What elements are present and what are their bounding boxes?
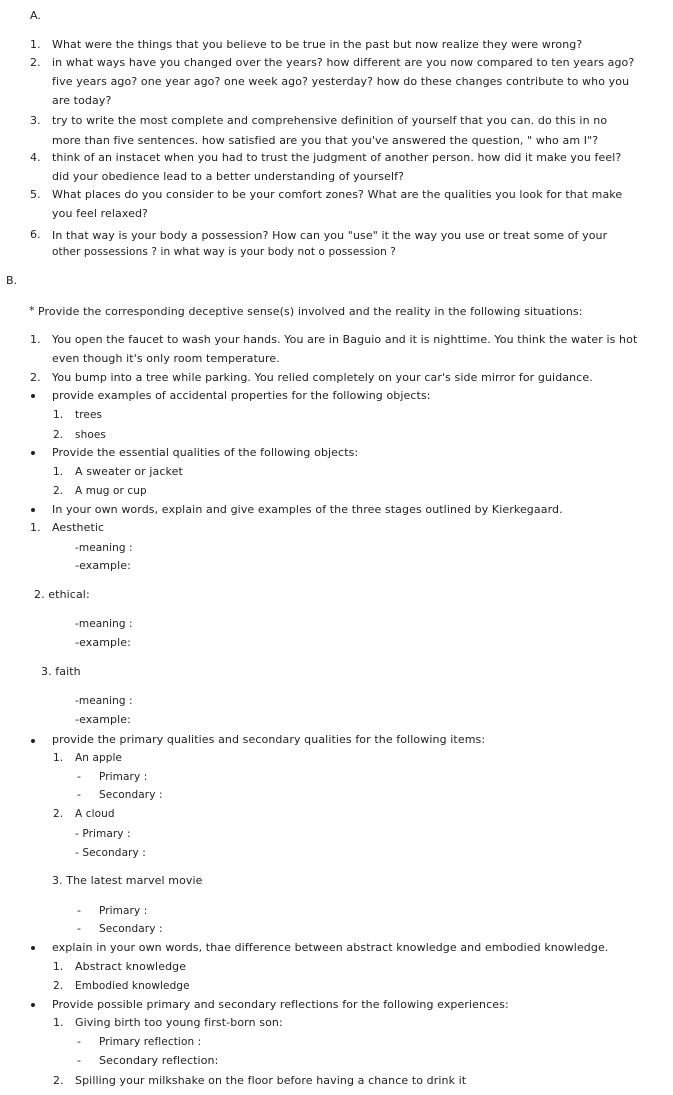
a-item-5-line-2: you feel relaxed? [52, 207, 148, 220]
qualities-item-1-number: 1. [53, 752, 64, 764]
reflections-item-birth: Giving birth too young first-born son: [75, 1016, 283, 1029]
essential-item-2: A mug or cup [75, 485, 147, 497]
accidental-item-1: trees [75, 409, 103, 421]
a-item-2-line-2: five years ago? one year ago? one week ago? yesterday? how do these changes contribute to who you [52, 75, 630, 88]
bullet-icon [31, 451, 35, 455]
a-item-4-line-2: did your obedience lead to a better understanding of yourself? [52, 170, 405, 183]
kierkegaard-prompt: In your own words, explain and give examples of the three stages outlined by Kierkegaard. [52, 503, 563, 516]
a-item-1-number: 1. [30, 38, 41, 51]
apple-primary: Primary : [99, 771, 148, 783]
stage-aesthetic: Aesthetic [52, 521, 105, 534]
dash-icon: - [77, 904, 82, 917]
marvel-secondary: Secondary : [99, 923, 163, 935]
knowledge-embodied: Embodied knowledge [75, 980, 190, 992]
qualities-item-marvel: 3. The latest marvel movie [52, 874, 203, 887]
situation-1-line-1: You open the faucet to wash your hands. You are in Baguio and it is nighttime. You think the water is hot [52, 333, 638, 346]
qualities-prompt: provide the primary qualities and secondary qualities for the following items: [52, 733, 486, 746]
dash-icon: - [77, 788, 82, 801]
bullet-icon [31, 946, 35, 950]
accidental-item-2-number: 2. [53, 429, 64, 441]
accidental-prompt: provide examples of accidental properties for the following objects: [52, 389, 431, 402]
knowledge-item-2-number: 2. [53, 980, 64, 992]
bullet-icon [31, 739, 35, 743]
qualities-item-2-number: 2. [53, 808, 64, 820]
bullet-icon [31, 394, 35, 398]
dash-icon: - [77, 770, 82, 783]
section-b-label: B. [6, 274, 18, 287]
situation-1-number: 1. [30, 333, 41, 346]
stage-faith: 3. faith [41, 665, 81, 678]
a-item-2-line-1: in what ways have you changed over the years? how different are you now compared to ten years ago? [52, 56, 635, 69]
bullet-icon [31, 508, 35, 512]
a-item-4-line-1: think of an instacet when you had to trust the judgment of another person. how did it make you feel? [52, 151, 622, 164]
a-item-3-number: 3. [30, 114, 41, 127]
a-item-2-line-3: are today? [52, 94, 112, 107]
a-item-3-line-2: more than five sentences. how satisfied are you that you've answered the question, " who am I"? [52, 134, 599, 147]
reflections-item-2-number: 2. [53, 1074, 64, 1087]
cloud-secondary: - Secondary : [75, 847, 146, 859]
birth-primary-reflection: Primary reflection : [99, 1036, 202, 1048]
situation-1-line-2: even though it's only room temperature. [52, 352, 280, 365]
a-item-5-number: 5. [30, 188, 41, 201]
birth-secondary-reflection: Secondary reflection: [99, 1054, 219, 1067]
asterisk-icon: * [29, 304, 35, 317]
stage-1-meaning: -meaning : [75, 542, 133, 554]
stage-1-number: 1. [30, 521, 41, 534]
dash-icon: - [77, 922, 82, 935]
stage-1-example: -example: [75, 559, 131, 572]
knowledge-item-1-number: 1. [53, 961, 64, 973]
marvel-primary: Primary : [99, 905, 148, 917]
qualities-item-cloud: A cloud [75, 808, 115, 820]
stage-2-example: -example: [75, 636, 131, 649]
dash-icon: - [77, 1054, 82, 1067]
stage-2-meaning: -meaning : [75, 618, 133, 630]
accidental-item-2: shoes [75, 429, 106, 441]
essential-item-1-number: 1. [53, 466, 64, 478]
bullet-icon [31, 1003, 35, 1007]
a-item-6-number: 6. [30, 228, 41, 241]
a-item-2-number: 2. [30, 56, 41, 69]
knowledge-abstract: Abstract knowledge [75, 960, 187, 973]
essential-item-2-number: 2. [53, 485, 64, 497]
stage-3-meaning: -meaning : [75, 695, 133, 707]
accidental-item-1-number: 1. [53, 409, 64, 421]
dash-icon: - [77, 1035, 82, 1048]
a-item-6-line-2: other possessions ? in what way is your body not o possession ? [52, 246, 396, 258]
reflections-prompt: Provide possible primary and secondary reflections for the following experiences: [52, 998, 509, 1011]
situation-2-line-1: You bump into a tree while parking. You relied completely on your car's side mirror for guidance. [52, 371, 593, 384]
reflections-item-milkshake: Spilling your milkshake on the floor before having a chance to drink it [75, 1074, 467, 1087]
a-item-4-number: 4. [30, 151, 41, 164]
apple-secondary: Secondary : [99, 789, 163, 801]
stage-3-example: -example: [75, 713, 131, 726]
stage-ethical: 2. ethical: [34, 588, 90, 601]
a-item-3-line-1: try to write the most complete and comprehensive definition of yourself that you can. do this in no [52, 114, 608, 127]
a-item-5-line-1: What places do you consider to be your comfort zones? What are the qualities you look for that make [52, 188, 623, 201]
qualities-item-apple: An apple [75, 752, 123, 764]
section-b-intro: Provide the corresponding deceptive sense(s) involved and the reality in the following situations: [38, 305, 583, 318]
essential-prompt: Provide the essential qualities of the following objects: [52, 446, 359, 459]
reflections-item-1-number: 1. [53, 1016, 64, 1029]
a-item-1-line-1: What were the things that you believe to be true in the past but now realize they were wrong? [52, 38, 583, 51]
cloud-primary: - Primary : [75, 828, 131, 840]
essential-item-1: A sweater or jacket [75, 465, 183, 478]
situation-2-number: 2. [30, 371, 41, 384]
a-item-6-line-1: In that way is your body a possession? How can you "use" it the way you use or treat some of your [52, 229, 608, 242]
section-a-label: A. [30, 9, 42, 22]
knowledge-prompt: explain in your own words, thae difference between abstract knowledge and embodied knowledge. [52, 941, 609, 954]
